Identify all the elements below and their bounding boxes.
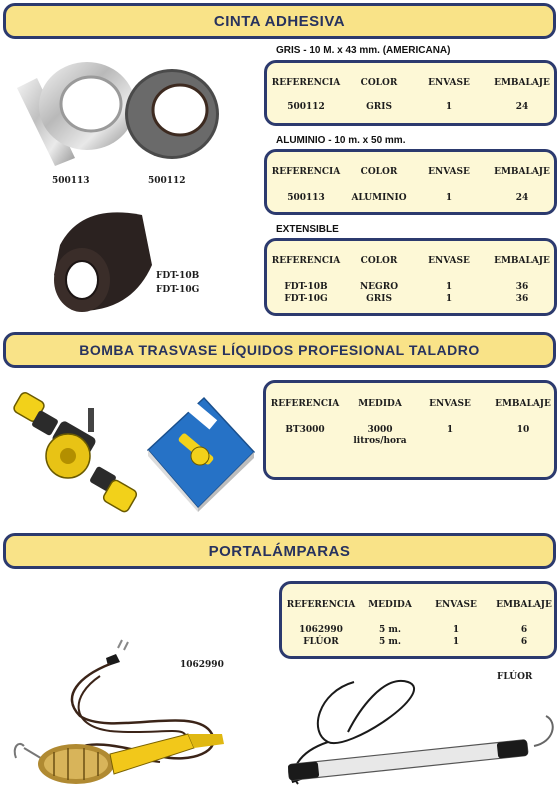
section-banner-bomba bbox=[3, 332, 556, 368]
cell-envase: 1 bbox=[452, 637, 460, 647]
table-bomba bbox=[263, 380, 557, 480]
header-referencia: REFERENCIA bbox=[271, 167, 341, 177]
cell-embalaje: 6 bbox=[520, 625, 528, 635]
table-gris bbox=[264, 60, 557, 126]
section-title: CINTA ADHESIVA bbox=[213, 12, 346, 30]
header-referencia: REFERENCIA bbox=[271, 256, 341, 266]
cell-ref: FLÚOR bbox=[303, 637, 339, 647]
section-banner-cinta-adhesiva bbox=[3, 3, 556, 39]
label-fdt-10b: FDT-10B bbox=[156, 271, 200, 281]
cell-envase: 1 bbox=[445, 294, 453, 304]
cell-color: NEGRO bbox=[359, 282, 399, 292]
cell-ref: BT3000 bbox=[285, 425, 325, 435]
section-title: PORTALÁMPARAS bbox=[208, 542, 351, 560]
header-envase: ENVASE bbox=[429, 399, 471, 409]
pump-image bbox=[6, 388, 142, 522]
header-embalaje: EMBALAJE bbox=[494, 78, 550, 88]
pump-box-image bbox=[144, 392, 256, 512]
section-banner-portalamparas bbox=[3, 533, 556, 569]
header-envase: ENVASE bbox=[428, 78, 470, 88]
cell-medida: 3000 litros/hora bbox=[353, 425, 407, 446]
table-portalamparas bbox=[279, 581, 557, 659]
tape-aluminio-image bbox=[15, 58, 135, 168]
work-lamp-image bbox=[10, 636, 250, 788]
section-title: BOMBA TRASVASE LÍQUIDOS PROFESIONAL TALADRO bbox=[79, 342, 480, 358]
table-aluminio bbox=[264, 149, 557, 215]
header-referencia: REFERENCIA bbox=[271, 78, 341, 88]
header-embalaje: EMBALAJE bbox=[495, 399, 551, 409]
cell-embalaje: 24 bbox=[515, 193, 529, 203]
header-envase: ENVASE bbox=[428, 167, 470, 177]
cell-envase: 1 bbox=[445, 193, 453, 203]
cell-embalaje: 24 bbox=[515, 102, 529, 112]
cell-color: GRIS bbox=[366, 294, 392, 304]
cell-ref: 500112 bbox=[287, 102, 325, 112]
header-color: COLOR bbox=[360, 256, 398, 266]
cell-embalaje: 10 bbox=[516, 425, 530, 435]
cell-embalaje: 36 bbox=[515, 294, 529, 304]
header-embalaje: EMBALAJE bbox=[496, 600, 552, 610]
header-medida: MEDIDA bbox=[358, 399, 402, 409]
header-embalaje: EMBALAJE bbox=[494, 256, 550, 266]
cell-ref: 500113 bbox=[287, 193, 325, 203]
cell-ref: 1062990 bbox=[299, 625, 343, 635]
cell-medida: 5 m. bbox=[378, 625, 402, 635]
label-1062990: 1062990 bbox=[180, 660, 224, 670]
cell-ref: FDT-10G bbox=[284, 294, 328, 304]
cell-embalaje: 6 bbox=[520, 637, 528, 647]
header-referencia: REFERENCIA bbox=[286, 600, 356, 610]
header-color: COLOR bbox=[360, 78, 398, 88]
header-color: COLOR bbox=[360, 167, 398, 177]
cell-ref: FDT-10B bbox=[284, 282, 328, 292]
fluor-lamp-image bbox=[288, 672, 560, 788]
label-fdt-10g: FDT-10G bbox=[156, 285, 200, 295]
tape-gris-image bbox=[122, 66, 222, 162]
header-envase: ENVASE bbox=[428, 256, 470, 266]
header-medida: MEDIDA bbox=[368, 600, 412, 610]
tape-extensible-image bbox=[52, 205, 156, 315]
label-500113: 500113 bbox=[52, 176, 90, 186]
table-extensible bbox=[264, 238, 557, 316]
cell-envase: 1 bbox=[446, 425, 454, 435]
header-embalaje: EMBALAJE bbox=[494, 167, 550, 177]
subtitle-extensible: EXTENSIBLE bbox=[276, 224, 339, 235]
subtitle-gris: GRIS - 10 M. x 43 mm. (AMERICANA) bbox=[276, 45, 451, 56]
cell-envase: 1 bbox=[452, 625, 460, 635]
header-envase: ENVASE bbox=[435, 600, 477, 610]
cell-medida: 5 m. bbox=[378, 637, 402, 647]
label-500112: 500112 bbox=[148, 176, 186, 186]
cell-envase: 1 bbox=[445, 282, 453, 292]
header-referencia: REFERENCIA bbox=[270, 399, 340, 409]
cell-embalaje: 36 bbox=[515, 282, 529, 292]
cell-envase: 1 bbox=[445, 102, 453, 112]
label-fluor: FLÚOR bbox=[497, 672, 533, 682]
cell-color: GRIS bbox=[366, 102, 392, 112]
subtitle-aluminio: ALUMINIO - 10 m. x 50 mm. bbox=[276, 135, 406, 146]
cell-color: ALUMINIO bbox=[351, 193, 407, 203]
